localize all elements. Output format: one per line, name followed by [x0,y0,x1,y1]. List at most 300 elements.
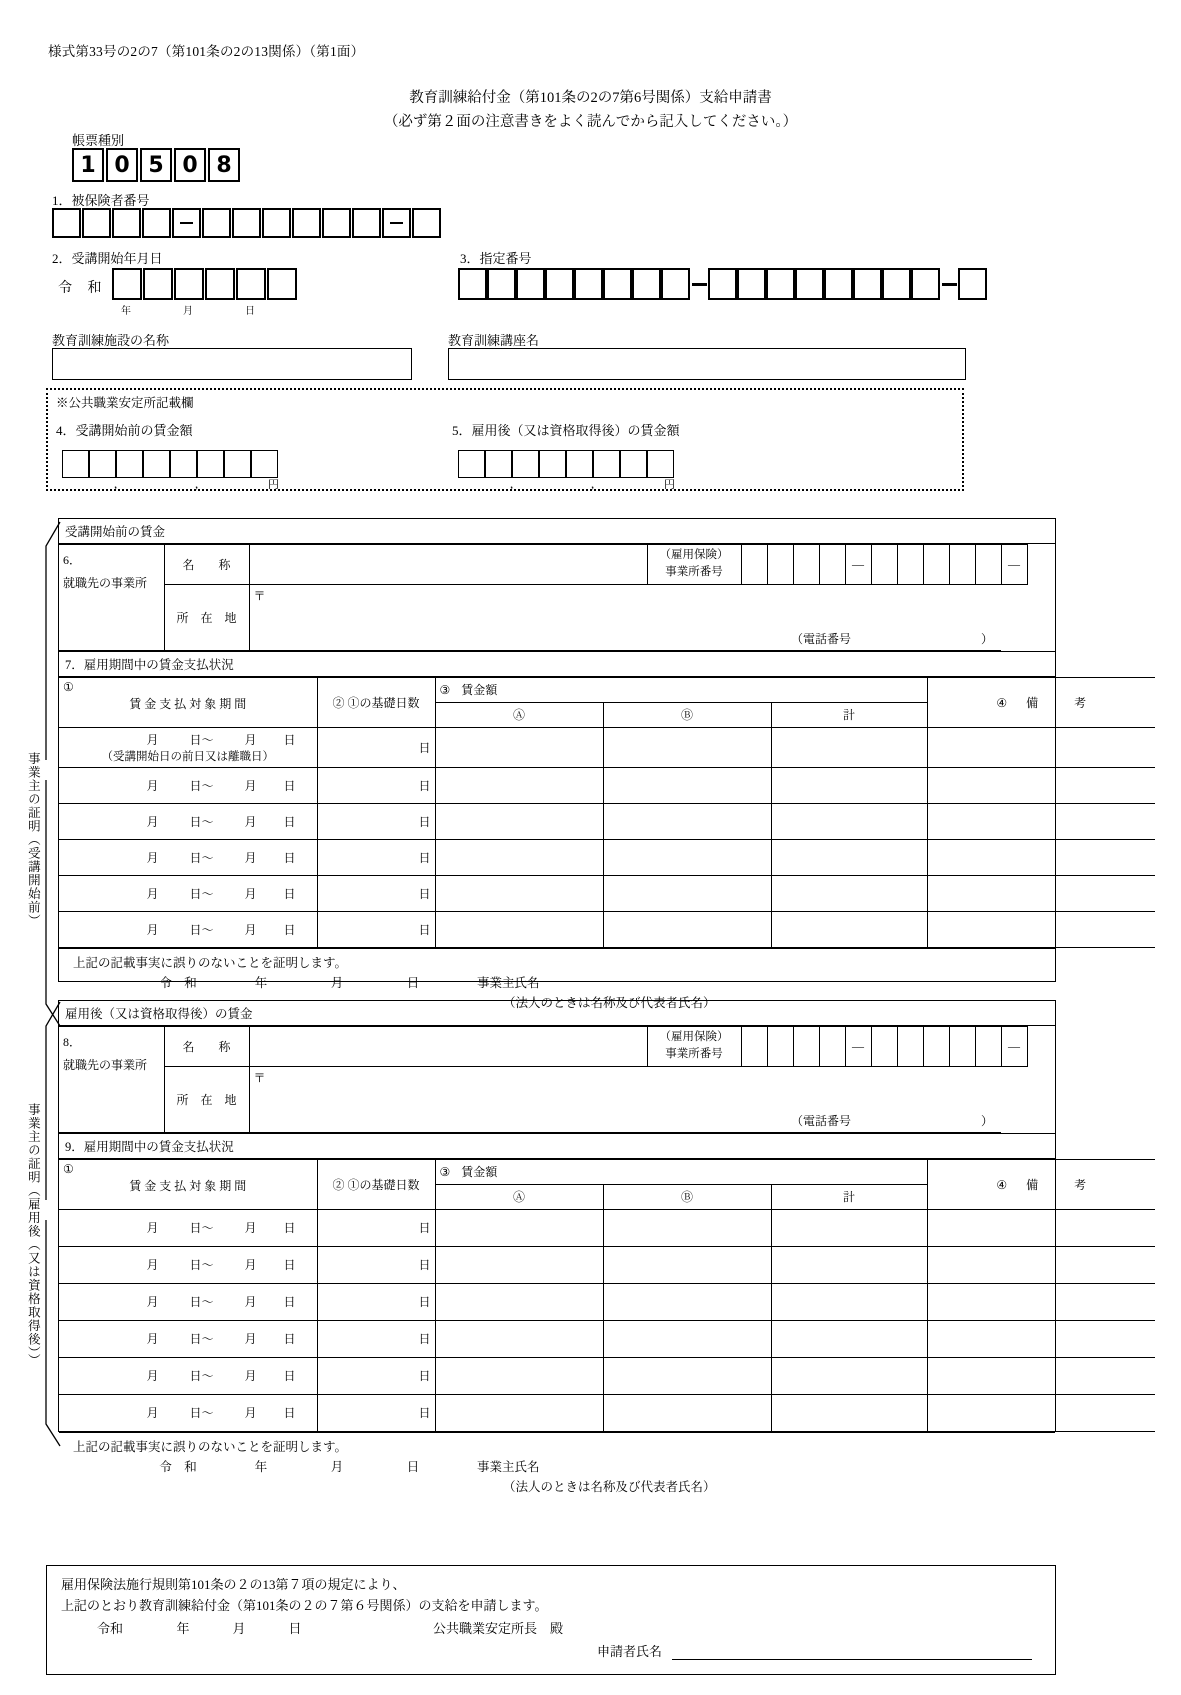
form-kind-digit: 8 [208,148,240,182]
dash-separator-icon [382,208,411,238]
period-cell[interactable] [59,911,317,947]
section-after-box [58,1000,1087,1494]
office-before-index: 6． [63,553,82,567]
wage-a-cell[interactable] [435,1357,603,1394]
office-number-cell[interactable] [819,1027,845,1067]
col-remarks-label: 備 考 [1026,695,1087,710]
wage-total-cell[interactable] [771,911,927,947]
wage-total-cell[interactable] [771,1209,927,1246]
day-unit-label: 日 [418,1221,431,1235]
designation-cell[interactable] [958,268,987,300]
period-cell[interactable] [59,1320,317,1357]
wage-b-cell[interactable] [603,875,771,911]
start-date-cell[interactable] [174,268,204,300]
tilde-label: 日～ [189,1295,214,1309]
month-label: 月 [146,1406,159,1420]
wage-a-cell[interactable] [435,839,603,875]
office-number-cell[interactable] [741,545,767,585]
basedays-cell[interactable] [317,1357,435,1394]
wage-b-cell[interactable] [603,803,771,839]
wage-a-cell[interactable] [435,1320,603,1357]
month-label: 月 [146,850,159,865]
remarks-cell[interactable] [927,1357,1155,1394]
form-kind-digit: 0 [174,148,206,182]
period-cell[interactable] [59,839,317,875]
comma-mark: , [591,476,595,491]
insured-number-cell[interactable] [412,208,441,238]
insured-number-cell[interactable] [82,208,111,238]
period-cell[interactable] [59,1283,317,1320]
wage-cell[interactable] [593,450,620,478]
certification-after [59,1432,1055,1501]
month-label: 月 [244,886,257,901]
wage-after-input[interactable] [458,450,675,491]
form-kind-digit: 0 [106,148,138,182]
wage-cell[interactable] [143,450,170,478]
start-date-cell[interactable] [112,268,142,300]
comma-mark: , [114,476,118,491]
facility-name-input[interactable] [52,348,412,380]
wage-a-cell[interactable] [435,727,603,767]
basedays-cell[interactable] [317,1394,435,1431]
era-label: 令 和 [58,281,108,296]
office-number-cell[interactable] [923,1027,949,1067]
col-wage-num: ③ [439,683,451,697]
wage-status-before-heading: 7．雇用期間中の賃金支払状況 [59,651,1055,677]
designation-cell[interactable] [882,268,911,300]
col-wage-num: ③ [439,1165,451,1179]
designation-cell[interactable] [516,268,545,300]
dash-separator-icon [172,208,201,238]
day-label: 日 [283,778,296,793]
office-number-cell[interactable] [975,1027,1001,1067]
cert-era: 令 和 [159,1459,197,1474]
col-basedays-num: ② [332,1177,345,1192]
wage-a-cell[interactable] [435,911,603,947]
designation-cell[interactable] [708,268,737,300]
applicant-name-label: 申請者氏名 [597,1644,663,1659]
wage-b-cell[interactable] [603,1357,771,1394]
wage-b-cell[interactable] [603,727,771,767]
wage-after-label: 5．雇用後（又は資格取得後）の賃金額 [452,423,680,438]
wage-table-before [59,677,1155,948]
office-before-index-label: 就職先の事業所 [63,576,148,590]
title-block [0,86,1181,131]
wage-cell[interactable] [62,450,89,478]
remarks-cell[interactable] [927,1283,1155,1320]
wage-b-cell[interactable] [603,767,771,803]
col-period-label: 賃 金 支 払 対 象 期 間 [129,696,247,711]
day-unit-label: 日 [418,1406,431,1420]
tilde-label: 日～ [189,732,214,747]
wage-a-cell[interactable] [435,1246,603,1283]
hello-work-note: ※公共職業安定所記載欄 [56,396,194,410]
wage-total-cell[interactable] [771,839,927,875]
wage-total-cell[interactable] [771,1246,927,1283]
start-date-cell[interactable] [236,268,266,300]
table-row[interactable] [59,1209,1155,1246]
col-period-label: 賃 金 支 払 対 象 期 間 [129,1178,247,1193]
wage-before-label: 4．受講開始前の賃金額 [56,423,193,438]
designation-cell[interactable] [853,268,882,300]
cert-text: 上記の記載事実に誤りのないことを証明します。 [73,955,348,970]
remarks-cell[interactable] [927,875,1155,911]
office-number-cell[interactable] [767,545,793,585]
tilde-label: 日～ [189,778,214,793]
col-wage-a: Ⓐ [435,702,603,727]
wage-total-cell[interactable] [771,1394,927,1431]
day-unit-label: 日 [418,922,431,937]
basedays-cell[interactable] [317,803,435,839]
cert-year: 年 [254,975,268,990]
phone-label-close: ） [980,1113,993,1128]
designation-cell[interactable] [574,268,603,300]
office-after-index-cell [59,1027,164,1133]
office-number-cell[interactable] [871,545,897,585]
office-number-cell[interactable] [793,1027,819,1067]
insured-number-cell[interactable] [112,208,141,238]
designation-cell[interactable] [795,268,824,300]
day-unit-label: 日 [418,1258,431,1272]
col-basedays-label: ①の基礎日数 [347,1177,420,1192]
designation-cell[interactable] [911,268,940,300]
postal-mark-icon: 〒 [253,1070,266,1085]
col-basedays-label: ①の基礎日数 [347,695,420,710]
month-label: 月 [146,1332,159,1346]
basedays-cell[interactable] [317,727,435,767]
wage-cell[interactable] [647,450,674,478]
office-after-table [59,1026,1055,1133]
insurance-label-line2: 事業所番号 [665,566,723,579]
office-address-label: 所 在 地 [164,584,249,650]
day-label: 日 [283,814,296,829]
col-wage-a: Ⓐ [435,1184,603,1209]
table-row[interactable] [59,1283,1155,1320]
month-label: 月 [146,1369,159,1383]
table-row[interactable] [59,727,1155,767]
table-row[interactable] [59,839,1155,875]
office-address-label: 所 在 地 [164,1066,249,1132]
basedays-cell[interactable] [317,839,435,875]
col-wage-header [435,1159,927,1184]
applicant-name-input[interactable] [672,1646,1032,1660]
dash-separator-icon: — [845,1027,871,1067]
wage-b-cell[interactable] [603,1320,771,1357]
day-label: 日 [283,886,296,901]
wage-total-cell[interactable] [771,1320,927,1357]
table-row[interactable] [59,803,1155,839]
wage-cell[interactable] [512,450,539,478]
month-label: 月 [244,778,257,793]
basedays-cell[interactable] [317,1246,435,1283]
wage-cell[interactable] [539,450,566,478]
wage-b-cell[interactable] [603,1246,771,1283]
office-before-table [59,544,1055,651]
insured-number-cell[interactable] [142,208,171,238]
month-label: 月 [146,732,159,747]
yen-label: 円 [664,479,675,491]
start-date-cell[interactable] [143,268,173,300]
wage-b-cell[interactable] [603,911,771,947]
wage-cell[interactable] [197,450,224,478]
wage-a-cell[interactable] [435,875,603,911]
col-period-num: ① [63,679,74,694]
table-row[interactable] [59,1394,1155,1431]
office-number-cell[interactable] [871,1027,897,1067]
basedays-cell[interactable] [317,1283,435,1320]
cert-year: 年 [254,1459,268,1474]
office-number-cell[interactable] [819,545,845,585]
office-number-cell[interactable] [949,1027,975,1067]
page-title: 教育訓練給付金（第101条の2の7第6号関係）支給申請書 [409,90,772,106]
table-row[interactable] [59,1357,1155,1394]
day-label: 日 [283,1221,296,1235]
insured-number-cell[interactable] [352,208,381,238]
wage-total-cell[interactable] [771,767,927,803]
designation-cell[interactable] [632,268,661,300]
designation-cell[interactable] [824,268,853,300]
wage-before-input[interactable] [62,450,279,491]
wage-b-cell[interactable] [603,1209,771,1246]
col-remarks-label: 備 考 [1026,1177,1087,1192]
day-unit-label: 日 [418,1369,431,1383]
wage-cell[interactable] [89,450,116,478]
insurance-office-number-label [647,1027,741,1067]
basedays-cell[interactable] [317,1209,435,1246]
insured-number-cell[interactable] [52,208,81,238]
office-name-label: 名 称 [164,545,249,585]
day-label: 日 [283,1258,296,1272]
col-remarks-header [927,1159,1155,1209]
cert-day: 日 [406,1459,420,1474]
wage-cell[interactable] [566,450,593,478]
wage-a-cell[interactable] [435,1394,603,1431]
tilde-label: 日～ [189,886,214,901]
declaration-era: 令和 [97,1621,124,1636]
phone-label: （電話番号 [790,1113,851,1128]
insured-number-label: 1．被保険者番号 [52,193,150,208]
wage-a-cell[interactable] [435,1209,603,1246]
wage-cell[interactable] [458,450,485,478]
wage-cell[interactable] [116,450,143,478]
col-wage-total: 計 [771,702,927,727]
office-number-cell[interactable] [793,545,819,585]
col-remarks-header [927,677,1155,727]
tilde-label: 日～ [189,922,214,937]
start-date-cell[interactable] [205,268,235,300]
insured-number-cell[interactable] [322,208,351,238]
start-date-units [95,302,285,317]
office-number-cell[interactable] [767,1027,793,1067]
day-label: 日 [283,1406,296,1420]
start-date-input[interactable] [58,268,298,300]
declaration-month: 月 [232,1621,246,1636]
wage-cell[interactable] [170,450,197,478]
start-date-label: 2．受講開始年月日 [52,251,163,266]
month-label: 月 [244,1221,257,1235]
period-cell[interactable] [59,875,317,911]
insurance-label-line1: （雇用保険） [659,1031,729,1043]
remarks-cell[interactable] [927,803,1155,839]
table-row[interactable] [59,911,1155,947]
basedays-cell[interactable] [317,767,435,803]
designation-cell[interactable] [603,268,632,300]
tilde-label: 日～ [189,1221,214,1235]
remarks-cell[interactable] [927,767,1155,803]
wage-total-cell[interactable] [771,875,927,911]
col-remarks-num: ④ [996,695,1008,710]
office-number-cell[interactable] [897,1027,923,1067]
insured-number-cell[interactable] [202,208,231,238]
col-basedays-num: ② [332,695,345,710]
wage-total-cell[interactable] [771,727,927,767]
remarks-cell[interactable] [927,1209,1155,1246]
postal-mark-icon: 〒 [253,588,266,603]
course-name-input[interactable] [448,348,966,380]
basedays-cell[interactable] [317,1320,435,1357]
col-wage-label: 賃金額 [461,1165,498,1179]
designation-cell[interactable] [487,268,516,300]
dash-separator-icon: — [1001,1027,1027,1067]
course-name-label: 教育訓練講座名 [448,333,540,348]
cert-owner-note: （法人のときは名称及び代表者氏名） [503,995,716,1010]
form-kind-label: 帳票種別 [72,133,125,148]
wage-cell[interactable] [224,450,251,478]
start-date-cell[interactable] [267,268,297,300]
wage-a-cell[interactable] [435,767,603,803]
month-label: 月 [146,814,159,829]
remarks-cell[interactable] [927,1246,1155,1283]
first-row-note: （受講開始日の前日又は離職日） [101,750,274,763]
col-period-header [59,677,317,727]
month-label: 月 [146,1258,159,1272]
dash-separator-icon [940,268,958,300]
form-code-label: 様式第33号の2の7（第101条の2の13関係）（第1面） [48,44,365,59]
insured-number-input[interactable] [52,208,442,238]
office-head-label: 公共職業安定所長 殿 [433,1621,564,1636]
day-label: 日 [283,922,296,937]
insured-number-cell[interactable] [292,208,321,238]
office-number-cell[interactable] [741,1027,767,1067]
period-cell[interactable] [59,727,317,767]
comma-mark: , [510,476,514,491]
declaration-year: 年 [176,1621,190,1636]
table-row[interactable] [59,767,1155,803]
designation-cell[interactable] [766,268,795,300]
wage-cell[interactable] [620,450,647,478]
wage-a-cell[interactable] [435,803,603,839]
phone-label-close: ） [980,631,993,646]
remarks-cell[interactable] [927,1394,1155,1431]
day-label: 日 [283,732,296,747]
period-cell[interactable] [59,1209,317,1246]
declaration-day: 日 [288,1621,302,1636]
table-row[interactable] [59,1320,1155,1357]
month-label: 月 [244,1406,257,1420]
insured-number-cell[interactable] [232,208,261,238]
day-unit-label: 日 [418,850,431,865]
section-before-heading: 受講開始前の賃金 [59,519,1055,544]
remarks-cell[interactable] [927,911,1155,947]
day-unit-label: 日 [418,740,431,755]
unit-day-label: 日 [245,306,255,317]
table-row[interactable] [59,1246,1155,1283]
office-number-cell[interactable] [897,545,923,585]
col-basedays-header [317,1159,435,1209]
designation-cell[interactable] [545,268,574,300]
wage-b-cell[interactable] [603,839,771,875]
remarks-cell[interactable] [927,1320,1155,1357]
col-basedays-header [317,677,435,727]
cert-owner-note: （法人のときは名称及び代表者氏名） [503,1479,716,1494]
month-label: 月 [244,1332,257,1346]
basedays-cell[interactable] [317,875,435,911]
tilde-label: 日～ [189,814,214,829]
designation-cell[interactable] [458,268,487,300]
wage-cell[interactable] [485,450,512,478]
office-number-cell[interactable] [949,545,975,585]
basedays-cell[interactable] [317,911,435,947]
wage-total-cell[interactable] [771,803,927,839]
office-name-input[interactable] [249,1027,647,1067]
wage-b-cell[interactable] [603,1394,771,1431]
office-address-input[interactable] [249,584,1001,650]
yen-label: 円 [268,479,279,491]
form-kind-digits [72,148,242,182]
designation-number-input[interactable] [458,268,987,300]
period-cell[interactable] [59,1246,317,1283]
period-cell[interactable] [59,803,317,839]
table-row[interactable] [59,875,1155,911]
month-label: 月 [244,1258,257,1272]
office-address-input[interactable] [249,1066,1001,1132]
tilde-label: 日～ [189,1258,214,1272]
wage-cell[interactable] [251,450,278,478]
office-before-index-cell [59,545,164,651]
month-label: 月 [146,778,159,793]
remarks-cell[interactable] [927,727,1155,767]
cert-era: 令 和 [159,975,197,990]
wage-total-cell[interactable] [771,1283,927,1320]
dash-separator-icon [690,268,708,300]
office-number-cell[interactable] [923,545,949,585]
wage-b-cell[interactable] [603,1283,771,1320]
office-after-index-label: 就職先の事業所 [63,1058,148,1072]
wage-a-cell[interactable] [435,1283,603,1320]
declaration-line1: 雇用保険法施行規則第101条の２の13第７項の規定により、 [61,1577,406,1592]
office-number-cell[interactable] [975,545,1001,585]
month-label: 月 [146,1221,159,1235]
period-cell[interactable] [59,1394,317,1431]
period-cell[interactable] [59,1357,317,1394]
wage-status-after-heading: 9．雇用期間中の賃金支払状況 [59,1133,1055,1159]
remarks-cell[interactable] [927,839,1155,875]
office-name-input[interactable] [249,545,647,585]
designation-cell[interactable] [661,268,690,300]
month-label: 月 [146,922,159,937]
col-wage-total: 計 [771,1184,927,1209]
month-label: 月 [146,1295,159,1309]
cert-text: 上記の記載事実に誤りのないことを証明します。 [73,1439,348,1454]
tilde-label: 日～ [189,850,214,865]
col-wage-header [435,677,927,702]
designation-cell[interactable] [737,268,766,300]
period-cell[interactable] [59,767,317,803]
day-label: 日 [283,1332,296,1346]
office-name-label: 名 称 [164,1027,249,1067]
wage-total-cell[interactable] [771,1357,927,1394]
insured-number-cell[interactable] [262,208,291,238]
